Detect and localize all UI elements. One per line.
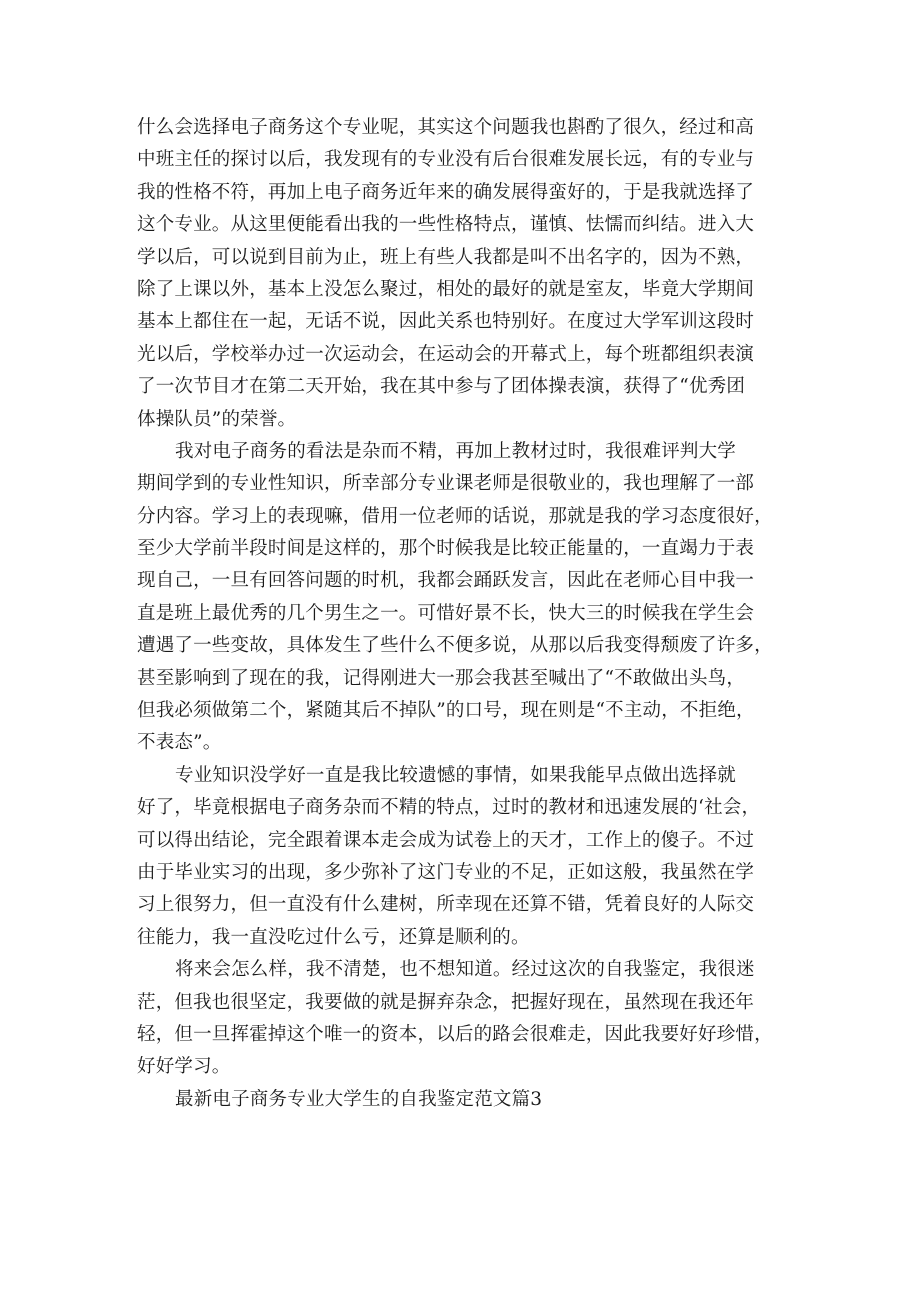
text-line: 什么会选择电子商务这个专业呢，其实这个问题我也斟酌了很久，经过和高 [137,117,755,138]
text-line: 不表态”。 [137,732,222,754]
text-line: 可以得出结论，完全跟着课本走会成为试卷上的天才，工作上的傻子。不过 [137,829,755,851]
text-line: 我的性格不符，再加上电子商务近年来的确发展得蛮好的，于是我就选择了 [137,181,755,203]
text-line: 基本上都住在一起，无话不说，因此关系也特别好。在度过大学军训这段时 [137,311,755,333]
text-line: 由于毕业实习的出现，多少弥补了这门专业的不足，正如这般，我虽然在学 [137,861,755,883]
text-line: 中班主任的探讨以后，我发现有的专业没有后台很难发展长远，有的专业与 [137,149,755,171]
section-heading [137,1084,783,1116]
text-line: 最新电子商务专业大学生的自我鉴定范文篇3 [175,1088,543,1110]
text-line: 好好学习。 [137,1056,231,1078]
text-line: 直是班上最优秀的几个男生之一。可惜好景不长，快大三的时候我在学生会 [137,602,755,624]
text-line: 体操队员”的荣誉。 [137,408,297,430]
paragraph-2 [137,436,783,760]
text-line: 这个专业。从这里便能看出我的一些性格特点，谨慎、怯懦而纠结。进入大 [137,214,755,236]
paragraph-4 [137,954,783,1084]
text-line: 轻，但一旦挥霍掉这个唯一的资本，以后的路会很难走，因此我要好好珍惜， [137,1023,773,1045]
text-line: 专业知识没学好一直是我比较遗憾的事情，如果我能早点做出选择就 [175,764,737,786]
text-line: 茫，但我也很坚定，我要做的就是摒弃杂念，把握好现在，虽然现在我还年 [137,991,755,1013]
text-line: 将来会怎么样，我不清楚，也不想知道。经过这次的自我鉴定，我很迷 [175,959,755,981]
text-line: 分内容。学习上的表现嘛，借用一位老师的话说，那就是我的学习态度很好， [137,505,773,527]
text-line: 但我必须做第二个，紧随其后不掉队”的口号，现在则是“不主动，不拒绝， [137,700,755,722]
document-body [137,112,783,1116]
text-line: 学以后，可以说到目前为止，班上有些人我都是叫不出名字的，因为不熟， [137,246,755,268]
text-line: 光以后，学校举办过一次运动会，在运动会的开幕式上，每个班都组织表演 [137,343,755,365]
text-line: 至少大学前半段时间是这样的，那个时候我是比较正能量的，一直竭力于表 [137,538,755,560]
text-line: 遭遇了一些变故，具体发生了些什么不便多说，从那以后我变得颓废了许多， [137,635,773,657]
text-line: 好了，毕竟根据电子商务杂而不精的特点，过时的教材和迅速发展的‘社会， [137,797,761,819]
text-line: 除了上课以外，基本上没怎么聚过，相处的最好的就是室友，毕竟大学期间 [137,278,755,300]
paragraph-3 [137,760,783,954]
paragraph-1 [137,112,783,436]
text-line: 甚至影响到了现在的我，记得刚进大一那会我甚至喊出了“不敢做出头鸟， [137,667,746,689]
text-line: 了一次节目才在第二天开始，我在其中参与了团体操表演，获得了“优秀团 [137,376,746,398]
text-line: 期间学到的专业性知识，所幸部分专业课老师是很敬业的，我也理解了一部 [137,473,755,495]
text-line: 现自己，一旦有回答问题的时机，我都会踊跃发言，因此在老师心目中我一 [137,570,755,592]
text-line: 我对电子商务的看法是杂而不精，再加上教材过时，我很难评判大学 [175,440,737,462]
text-line: 往能力，我一直没吃过什么亏，还算是顺利的。 [137,926,530,948]
text-line: 习上很努力，但一直没有什么建树，所幸现在还算不错，凭着良好的人际交 [137,894,755,916]
